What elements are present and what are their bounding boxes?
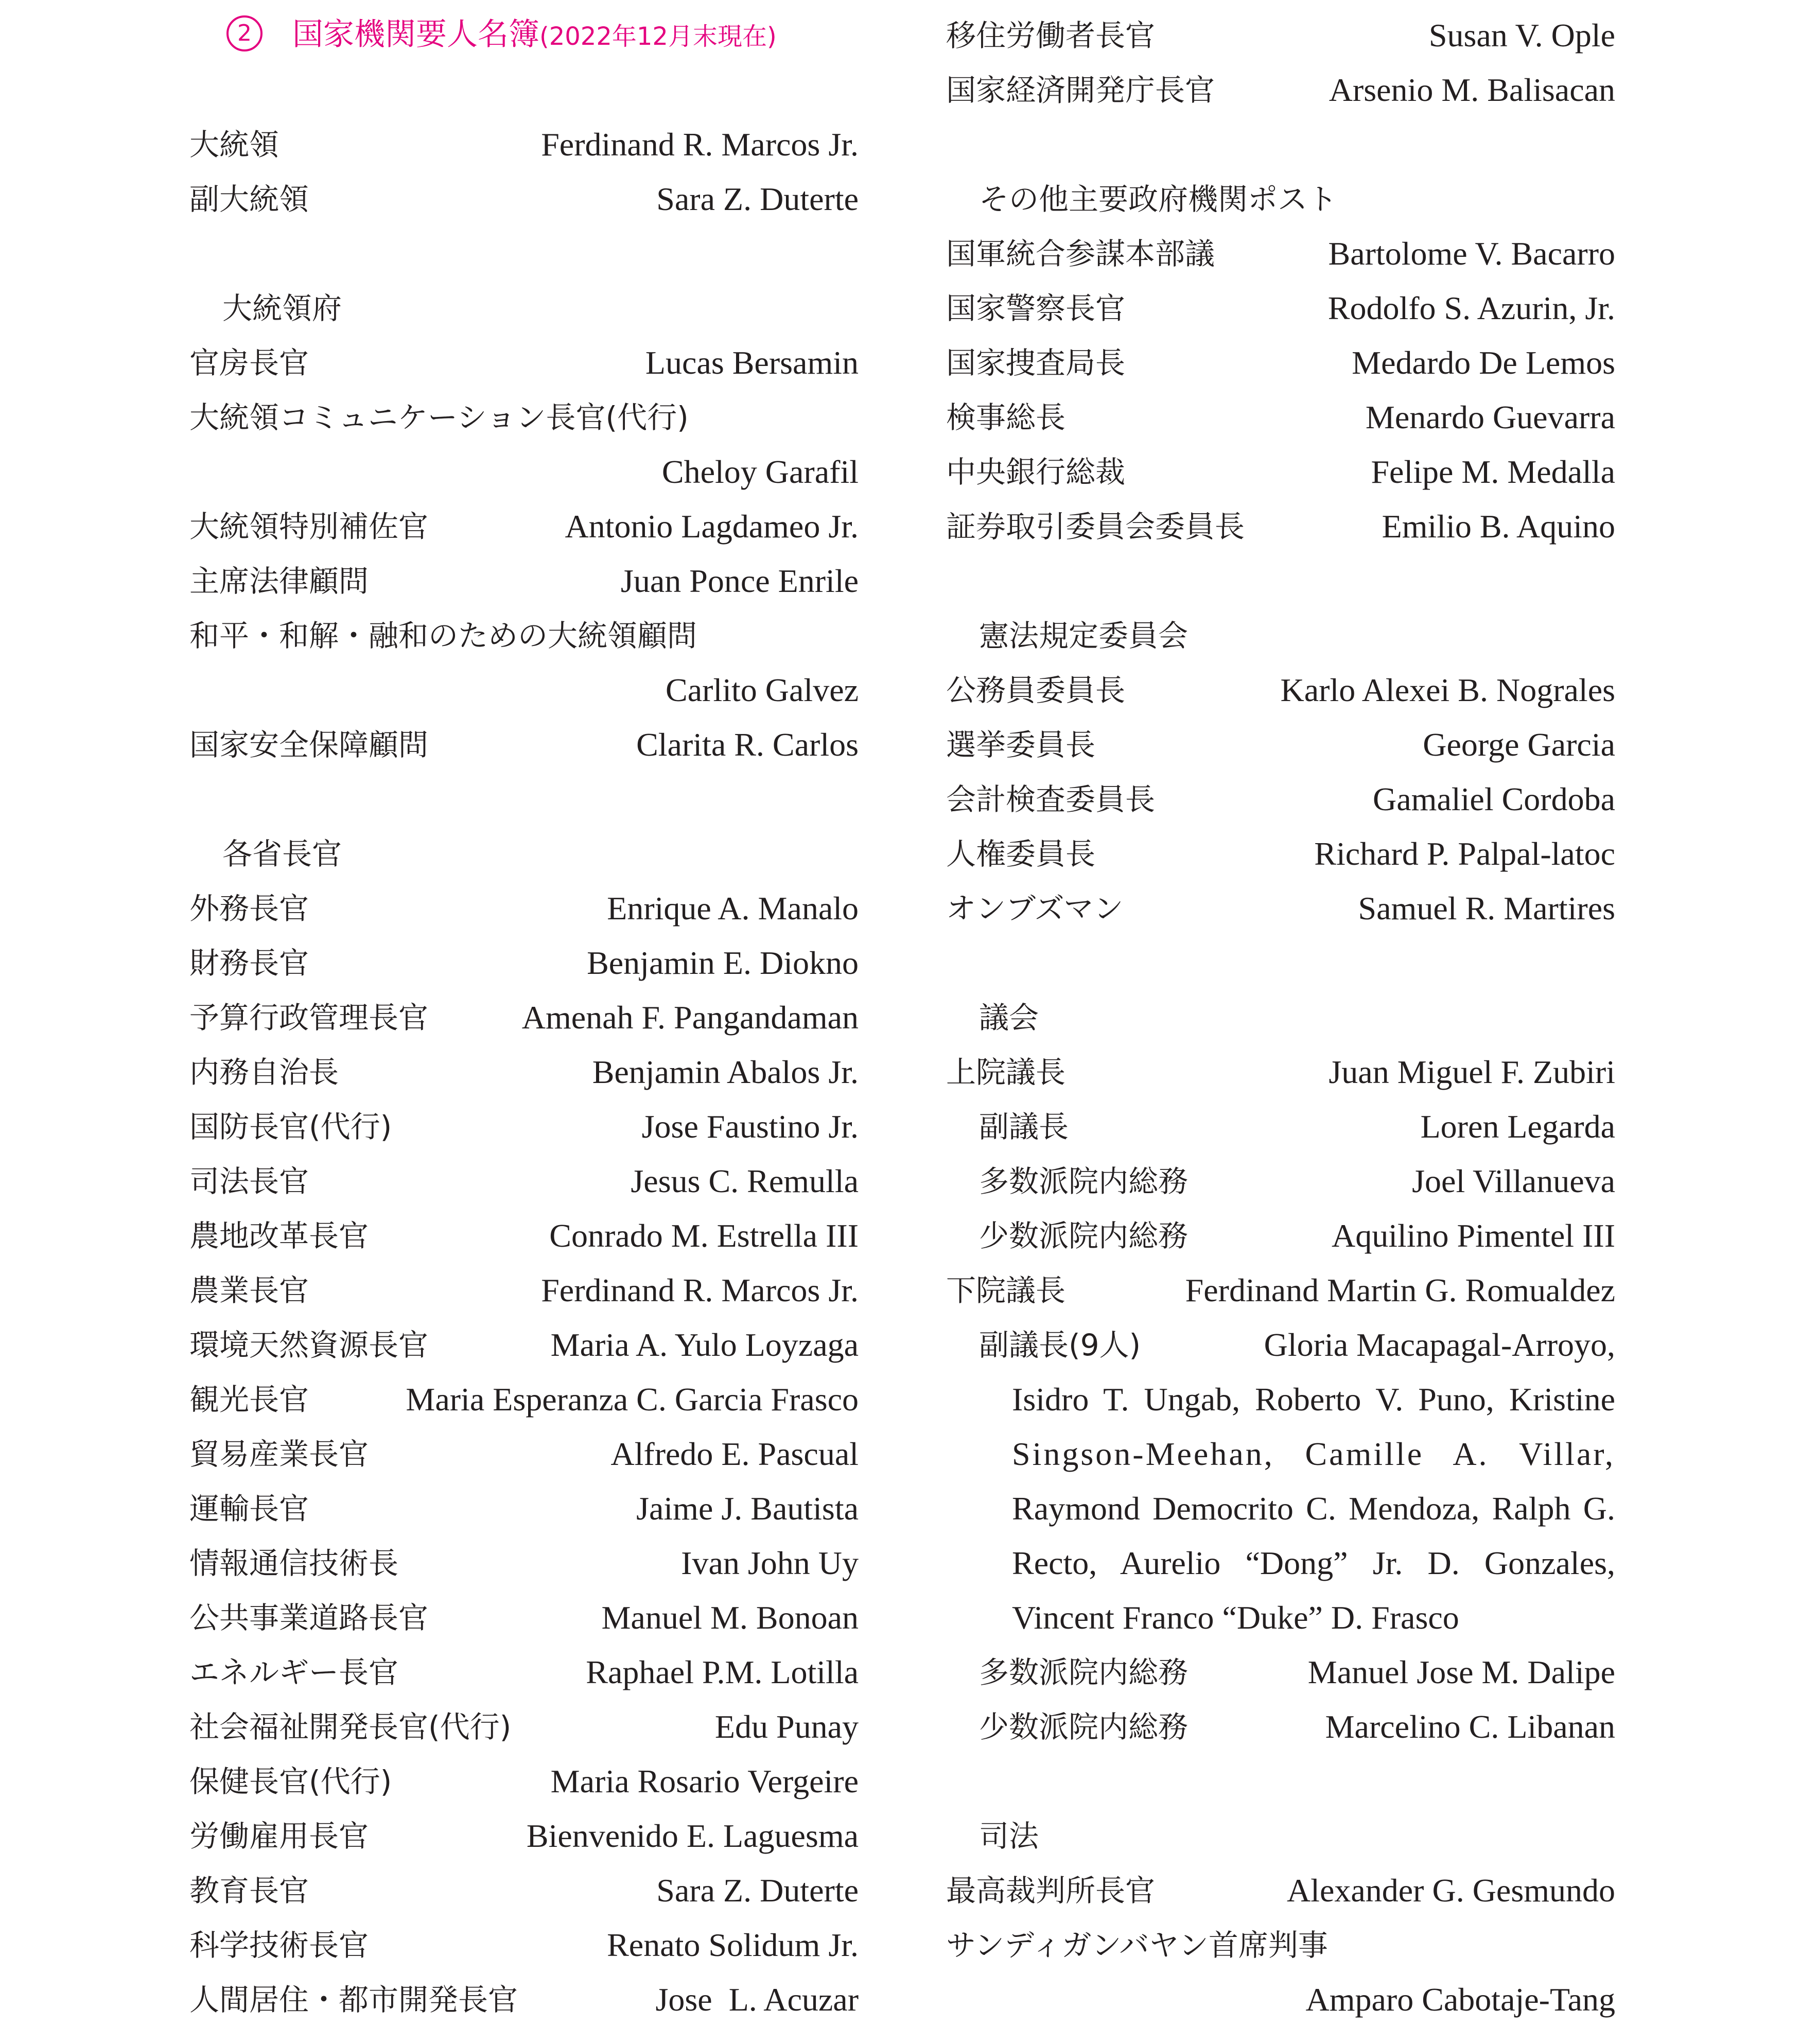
entry-row: [189, 1045, 859, 1099]
section-heading-congress: 議会: [979, 1000, 1039, 1035]
entry-row: [946, 336, 1615, 390]
entry-row: [189, 499, 859, 554]
position-label: 上院議長: [946, 1055, 1066, 1090]
position-label: 人間居住・都市開発長官: [189, 1982, 518, 2017]
person-name: Manuel M. Bonoan: [601, 1599, 859, 1636]
entry-row: [189, 1918, 859, 1972]
person-name: Juan Ponce Enrile: [620, 563, 859, 599]
entry-row: [946, 1099, 1615, 1154]
position-label: 大統領: [189, 127, 279, 162]
entry-row: [946, 1972, 1615, 2027]
person-name: Sara Z. Duterte: [656, 1872, 859, 1909]
entry-row: [946, 827, 1615, 881]
entry-row: [189, 1700, 859, 1754]
entry-row: [946, 1645, 1615, 1700]
position-label: 情報通信技術長: [189, 1546, 399, 1581]
entry-row: [946, 281, 1615, 336]
person-name: Maria Esperanza C. Garcia Frasco: [406, 1381, 859, 1418]
position-label: 多数派院内総務: [979, 1655, 1189, 1690]
person-name: Edu Punay: [714, 1708, 859, 1745]
position-label: 教育長官: [189, 1873, 309, 1908]
person-name: Emilio B. Aquino: [1382, 508, 1615, 545]
position-label: 少数派院内総務: [979, 1709, 1189, 1744]
entry-row: [946, 1263, 1615, 1318]
position-label: 国家安全保障顧問: [189, 727, 429, 762]
position-label: 中央銀行総裁: [946, 455, 1126, 490]
person-name: Amparo Cabotaje-Tang: [1305, 1981, 1615, 2018]
position-label: 運輸長官: [189, 1491, 309, 1526]
entry-row: [189, 1263, 859, 1318]
person-name: Gamaliel Cordoba: [1373, 781, 1615, 817]
person-name: George Garcia: [1423, 726, 1615, 763]
section-heading-cabinet: 各省長官: [222, 836, 342, 871]
person-name: Jose L. Acuzar: [655, 1981, 859, 2018]
entry-row: [946, 1318, 1615, 1372]
entry-row: [189, 1754, 859, 1809]
position-label: 副大統領: [189, 182, 309, 217]
entry-row: [189, 1154, 859, 1209]
position-label: オンブズマン: [946, 891, 1124, 926]
entry-row: [189, 1591, 859, 1645]
position-label: エネルギー長官: [189, 1655, 399, 1690]
position-label: 証券取引委員会委員長: [946, 509, 1245, 544]
entry-row: [189, 1536, 859, 1591]
section-number-badge: 2: [226, 15, 263, 51]
person-name: Menardo Guevarra: [1365, 399, 1615, 435]
position-label: 財務長官: [189, 946, 309, 981]
position-label: 農地改革長官: [189, 1218, 369, 1253]
entry-row: [946, 1700, 1615, 1754]
person-name: Felipe M. Medalla: [1371, 453, 1615, 490]
person-name: Joel Villanueva: [1412, 1163, 1615, 1199]
entry-row: [946, 226, 1615, 281]
person-name: Ferdinand R. Marcos Jr.: [541, 126, 859, 163]
position-label: 会計検査委員長: [946, 782, 1156, 817]
position-label: 選挙委員長: [946, 727, 1096, 762]
person-name: Jose Faustino Jr.: [641, 1108, 859, 1145]
position-label: 公共事業道路長官: [189, 1600, 429, 1635]
person-name: Rodolfo S. Azurin, Jr.: [1327, 290, 1615, 326]
entry-row: [189, 1809, 859, 1863]
entry-row: [189, 445, 859, 499]
title-date: (2022年12月末現在): [539, 22, 777, 51]
position-label: 外務長官: [189, 891, 309, 926]
position-label: 内務自治長: [189, 1055, 339, 1090]
section-heading-judiciary: 司法: [979, 1819, 1039, 1854]
position-label: 多数派院内総務: [979, 1164, 1189, 1199]
person-name: Richard P. Palpal-latoc: [1314, 835, 1615, 872]
entry-row: [189, 718, 859, 772]
entry-row: [189, 117, 859, 172]
position-label: 大統領コミュニケーション長官(代行): [189, 400, 689, 435]
position-label: 貿易産業長官: [189, 1437, 369, 1472]
section-heading-commissions: 憲法規定委員会: [979, 618, 1189, 653]
position-label: 国家警察長官: [946, 291, 1126, 326]
person-name: Conrado M. Estrella III: [549, 1217, 859, 1254]
person-name: Raphael P.M. Lotilla: [586, 1654, 859, 1690]
entry-row: [946, 1918, 1615, 1972]
entry-row: [189, 990, 859, 1045]
person-name: Medardo De Lemos: [1352, 344, 1615, 381]
position-label: 観光長官: [189, 1382, 309, 1417]
entry-row: [189, 1372, 859, 1427]
entry-row: [189, 390, 859, 445]
entry-row: [946, 772, 1615, 827]
position-label: 副議長(9人): [979, 1327, 1141, 1362]
person-name: Alfredo E. Pascual: [610, 1436, 859, 1472]
deputy-names-line: Recto, Aurelio “Dong” Jr. D. Gonzales,: [1012, 1545, 1615, 1581]
person-name: Enrique A. Manalo: [607, 890, 859, 927]
person-name: Loren Legarda: [1420, 1108, 1615, 1145]
person-name: Clarita R. Carlos: [636, 726, 859, 763]
person-name: Bartolome V. Bacarro: [1328, 235, 1615, 272]
section-heading-office: 大統領府: [222, 291, 342, 326]
position-label: 移住労働者長官: [946, 18, 1156, 53]
person-name: Benjamin E. Diokno: [587, 945, 859, 981]
person-name: Maria A. Yulo Loyzaga: [550, 1326, 859, 1363]
person-name: Susan V. Ople: [1428, 17, 1615, 54]
position-label: 国家経済開発庁長官: [946, 73, 1215, 108]
deputy-names-line: Vincent Franco “Duke” D. Frasco: [1012, 1599, 1459, 1636]
person-name: Bienvenido E. Laguesma: [526, 1818, 859, 1854]
person-name: Maria Rosario Vergeire: [550, 1763, 859, 1800]
entry-row: [946, 718, 1615, 772]
person-name: Gloria Macapagal-Arroyo,: [1264, 1326, 1615, 1363]
person-name: Alexander G. Gesmundo: [1286, 1872, 1615, 1909]
position-label: 人権委員長: [946, 836, 1096, 871]
position-label: サンディガンバヤン首席判事: [946, 1928, 1328, 1963]
entry-row: [946, 1045, 1615, 1099]
position-label: 下院議長: [946, 1273, 1066, 1308]
entry-row: [946, 1154, 1615, 1209]
position-label: 最高裁判所長官: [946, 1873, 1156, 1908]
entry-row: [189, 1645, 859, 1700]
person-name: Ferdinand Martin G. Romualdez: [1185, 1272, 1615, 1308]
entry-row: [189, 554, 859, 608]
position-label: 環境天然資源長官: [189, 1327, 429, 1362]
entry-row: [946, 881, 1615, 936]
person-name: Cheloy Garafil: [661, 453, 859, 490]
person-name: Samuel R. Martires: [1358, 890, 1615, 927]
person-name: Renato Solidum Jr.: [607, 1927, 859, 1963]
position-label: 社会福祉開発長官(代行): [189, 1709, 512, 1744]
entry-row: [189, 1209, 859, 1263]
entry-row: [189, 1863, 859, 1918]
person-name: Marcelino C. Libanan: [1325, 1708, 1615, 1745]
position-label: 主席法律顧問: [189, 564, 369, 599]
page-title: [226, 7, 777, 69]
person-name: Arsenio M. Balisacan: [1329, 72, 1615, 108]
position-label: 予算行政管理長官: [189, 1000, 429, 1035]
entry-row: [946, 445, 1615, 499]
person-name: Benjamin Abalos Jr.: [592, 1054, 859, 1090]
entry-row: [189, 881, 859, 936]
position-label: 副議長: [979, 1109, 1069, 1144]
entry-row: [189, 1318, 859, 1372]
position-label: 大統領特別補佐官: [189, 509, 429, 544]
position-label: 農業長官: [189, 1273, 309, 1308]
person-name: Manuel Jose M. Dalipe: [1307, 1654, 1615, 1690]
entry-row: [946, 499, 1615, 554]
position-label: 少数派院内総務: [979, 1218, 1189, 1253]
person-name: Jesus C. Remulla: [631, 1163, 859, 1199]
section-heading-other: その他主要政府機関ポスト: [979, 182, 1338, 217]
title-main: 国家機関要人名簿: [292, 16, 539, 53]
person-name: Ivan John Uy: [681, 1545, 859, 1581]
person-name: Karlo Alexei B. Nograles: [1280, 672, 1615, 708]
position-label: 公務員委員長: [946, 673, 1126, 708]
entry-row: [946, 1209, 1615, 1263]
position-label: 労働雇用長官: [189, 1819, 369, 1854]
entry-row: [189, 936, 859, 990]
entry-row: [946, 390, 1615, 445]
person-name: Amenah F. Pangandaman: [521, 999, 859, 1036]
person-name: Jaime J. Bautista: [636, 1490, 859, 1527]
deputy-names-line: Raymond Democrito C. Mendoza, Ralph G.: [1012, 1490, 1615, 1527]
entry-row: [189, 1972, 859, 2027]
position-label: 国軍統合参謀本部議: [946, 236, 1215, 271]
entry-row: [189, 1481, 859, 1536]
person-name: Antonio Lagdameo Jr.: [565, 508, 859, 545]
position-label: 検事総長: [946, 400, 1066, 435]
position-label: 国家捜査局長: [946, 345, 1126, 380]
entry-row: [189, 608, 859, 663]
person-name: Ferdinand R. Marcos Jr.: [541, 1272, 859, 1308]
entry-row: [946, 663, 1615, 718]
entry-row: [189, 172, 859, 226]
entry-row: [189, 1099, 859, 1154]
person-name: Lucas Bersamin: [645, 344, 859, 381]
position-label: 科学技術長官: [189, 1928, 369, 1963]
deputy-names-line: Isidro T. Ungab, Roberto V. Puno, Kristine: [1012, 1381, 1615, 1418]
position-label: 司法長官: [189, 1164, 309, 1199]
deputy-names-line: Singson-Meehan, Camille A. Villar,: [1012, 1436, 1615, 1472]
person-name: Juan Miguel F. Zubiri: [1329, 1054, 1615, 1090]
person-name: Aquilino Pimentel III: [1331, 1217, 1615, 1254]
person-name: Carlito Galvez: [666, 672, 859, 708]
entry-row: [946, 1863, 1615, 1918]
person-name: Sara Z. Duterte: [656, 181, 859, 217]
position-label: 保健長官(代行): [189, 1764, 392, 1799]
entry-row: [946, 63, 1615, 117]
entry-row: [189, 663, 859, 718]
position-label: 官房長官: [189, 345, 309, 380]
entry-row: [189, 336, 859, 390]
entry-row: [189, 1427, 859, 1481]
position-label: 国防長官(代行): [189, 1109, 392, 1144]
position-label: 和平・和解・融和のための大統領顧問: [189, 618, 697, 653]
entry-row: [946, 8, 1615, 63]
